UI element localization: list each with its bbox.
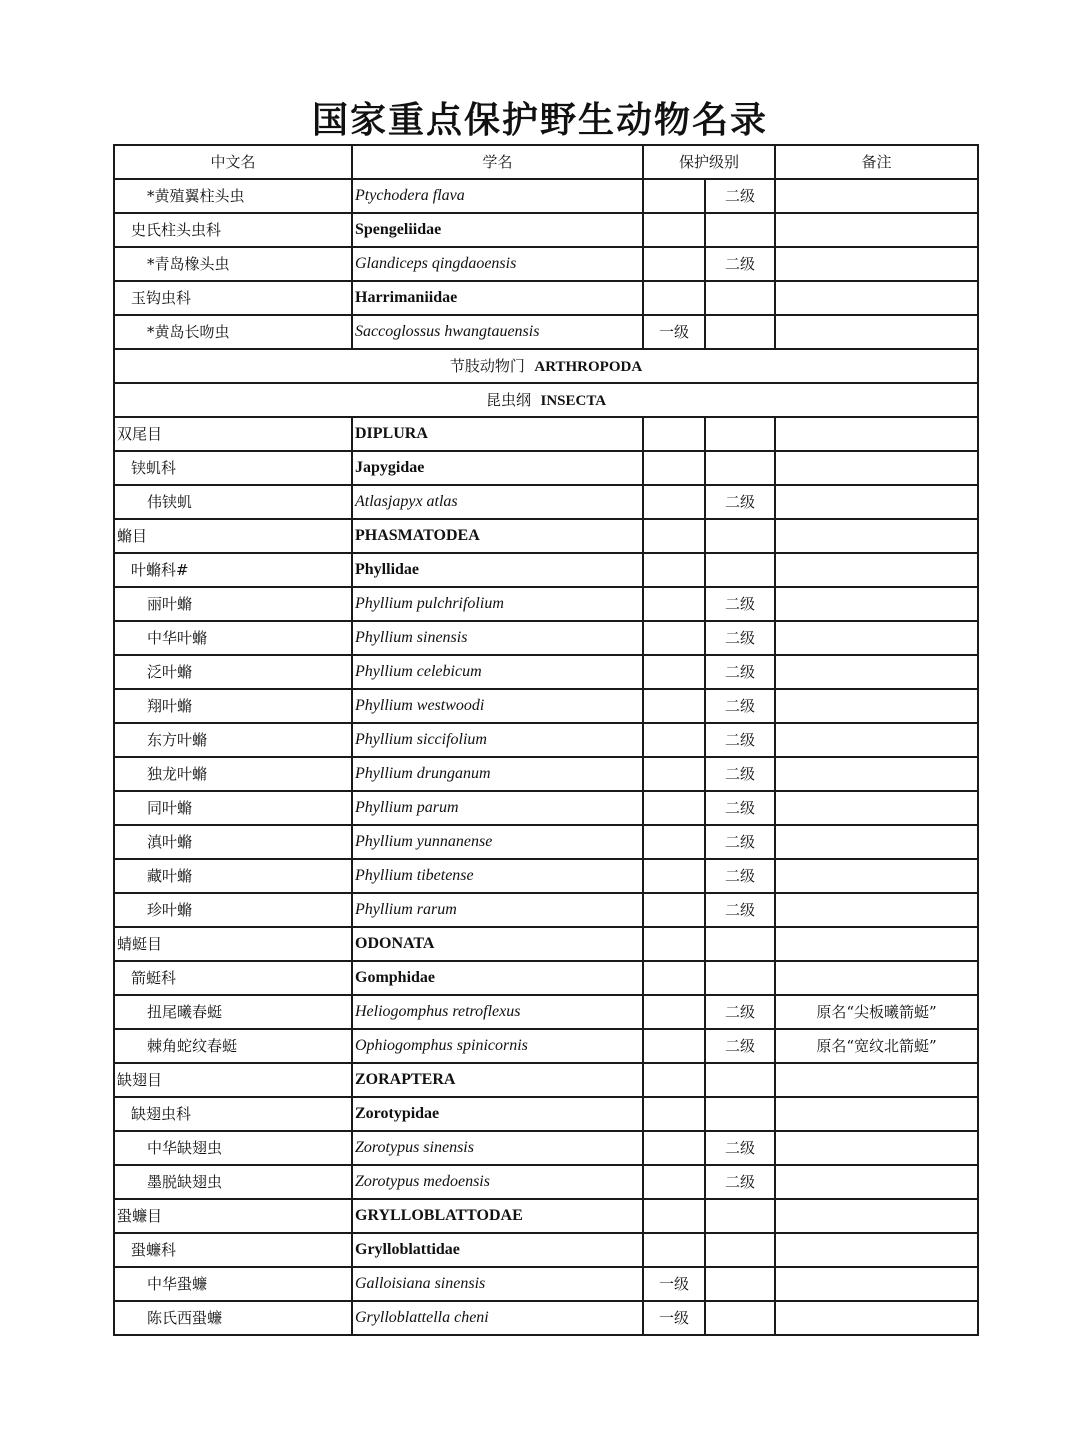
taxon-row bbox=[114, 213, 978, 247]
grade-two-cell bbox=[705, 961, 775, 995]
grade-one-cell bbox=[643, 281, 705, 315]
grade-one-cell bbox=[643, 791, 705, 825]
chinese-name-cell: 伟铗虮 bbox=[114, 485, 352, 519]
scientific-name-cell: DIPLURA bbox=[352, 417, 643, 451]
section-chinese-name: 昆虫纲 bbox=[485, 390, 531, 409]
species-row bbox=[114, 893, 978, 927]
chinese-name-cell: 叶䗛科# bbox=[114, 553, 352, 587]
grade-two-cell bbox=[705, 927, 775, 961]
scientific-name-cell: Grylloblattella cheni bbox=[352, 1301, 643, 1335]
grade-one-cell bbox=[643, 417, 705, 451]
scientific-name-cell: Glandiceps qingdaoensis bbox=[352, 247, 643, 281]
grade-one-cell bbox=[643, 553, 705, 587]
grade-one-cell bbox=[643, 587, 705, 621]
species-row bbox=[114, 485, 978, 519]
scientific-name-cell: Zorotypus medoensis bbox=[352, 1165, 643, 1199]
header-remarks: 备注 bbox=[775, 145, 978, 179]
scientific-name-cell: Phyllium yunnanense bbox=[352, 825, 643, 859]
grade-two-cell bbox=[705, 1301, 775, 1335]
remarks-cell bbox=[775, 1233, 978, 1267]
remarks-cell bbox=[775, 1199, 978, 1233]
grade-one-cell bbox=[643, 1199, 705, 1233]
remarks-cell bbox=[775, 1063, 978, 1097]
species-row bbox=[114, 315, 978, 349]
grade-one-cell bbox=[643, 723, 705, 757]
chinese-name-cell: *青岛橡头虫 bbox=[114, 247, 352, 281]
species-row bbox=[114, 825, 978, 859]
grade-two-cell bbox=[705, 417, 775, 451]
remarks-cell bbox=[775, 213, 978, 247]
grade-one-cell bbox=[643, 961, 705, 995]
remarks-cell bbox=[775, 451, 978, 485]
grade-one-cell bbox=[643, 655, 705, 689]
chinese-name-cell: 双尾目 bbox=[114, 417, 352, 451]
grade-two-cell: 二级 bbox=[705, 859, 775, 893]
grade-one-cell bbox=[643, 825, 705, 859]
chinese-name-cell: 蛩蠊目 bbox=[114, 1199, 352, 1233]
taxon-row bbox=[114, 1199, 978, 1233]
grade-one-cell bbox=[643, 859, 705, 893]
remarks-cell bbox=[775, 179, 978, 213]
taxon-row bbox=[114, 961, 978, 995]
chinese-name-cell: *黄岛长吻虫 bbox=[114, 315, 352, 349]
taxon-row bbox=[114, 927, 978, 961]
grade-one-cell bbox=[643, 519, 705, 553]
grade-one-cell bbox=[643, 1063, 705, 1097]
table-body bbox=[114, 179, 978, 1335]
remarks-cell bbox=[775, 587, 978, 621]
section-heading bbox=[114, 383, 978, 417]
page-title: 国家重点保护野生动物名录 bbox=[311, 99, 768, 141]
chinese-name-cell: 中华缺翅虫 bbox=[114, 1131, 352, 1165]
table-header-row bbox=[114, 145, 978, 179]
header-scientific-name: 学名 bbox=[352, 145, 643, 179]
chinese-name-cell: 陈氏西蛩蠊 bbox=[114, 1301, 352, 1335]
scientific-name-cell: Zorotypus sinensis bbox=[352, 1131, 643, 1165]
chinese-name-cell: 蛩蠊科 bbox=[114, 1233, 352, 1267]
remarks-cell bbox=[775, 859, 978, 893]
remarks-cell bbox=[775, 893, 978, 927]
remarks-cell bbox=[775, 825, 978, 859]
chinese-name-cell: 中华蛩蠊 bbox=[114, 1267, 352, 1301]
grade-one-cell bbox=[643, 485, 705, 519]
chinese-name-cell: 史氏柱头虫科 bbox=[114, 213, 352, 247]
remarks-cell bbox=[775, 1131, 978, 1165]
grade-two-cell: 二级 bbox=[705, 485, 775, 519]
grade-two-cell bbox=[705, 553, 775, 587]
species-row bbox=[114, 1165, 978, 1199]
grade-two-cell bbox=[705, 451, 775, 485]
chinese-name-cell: 独龙叶䗛 bbox=[114, 757, 352, 791]
scientific-name-cell: Phyllium parum bbox=[352, 791, 643, 825]
remarks-cell bbox=[775, 315, 978, 349]
grade-two-cell: 二级 bbox=[705, 1165, 775, 1199]
scientific-name-cell: Grylloblattidae bbox=[352, 1233, 643, 1267]
grade-one-cell bbox=[643, 1097, 705, 1131]
species-row bbox=[114, 995, 978, 1029]
grade-two-cell bbox=[705, 281, 775, 315]
header-chinese-name: 中文名 bbox=[114, 145, 352, 179]
remarks-cell bbox=[775, 417, 978, 451]
species-row bbox=[114, 655, 978, 689]
grade-two-cell: 二级 bbox=[705, 825, 775, 859]
chinese-name-cell: 中华叶䗛 bbox=[114, 621, 352, 655]
scientific-name-cell: ODONATA bbox=[352, 927, 643, 961]
remarks-cell: 原名“宽纹北箭蜓” bbox=[775, 1029, 978, 1063]
scientific-name-cell: Heliogomphus retroflexus bbox=[352, 995, 643, 1029]
grade-two-cell: 二级 bbox=[705, 179, 775, 213]
grade-one-cell: 一级 bbox=[643, 1267, 705, 1301]
remarks-cell bbox=[775, 927, 978, 961]
scientific-name-cell: Spengeliidae bbox=[352, 213, 643, 247]
chinese-name-cell: 珍叶䗛 bbox=[114, 893, 352, 927]
section-row bbox=[114, 383, 978, 417]
chinese-name-cell: 䗛目 bbox=[114, 519, 352, 553]
grade-two-cell bbox=[705, 1199, 775, 1233]
remarks-cell bbox=[775, 553, 978, 587]
species-row bbox=[114, 859, 978, 893]
grade-two-cell: 二级 bbox=[705, 587, 775, 621]
grade-two-cell: 二级 bbox=[705, 723, 775, 757]
species-row bbox=[114, 179, 978, 213]
species-row bbox=[114, 1301, 978, 1335]
scientific-name-cell: Phyllium celebicum bbox=[352, 655, 643, 689]
grade-one-cell bbox=[643, 1131, 705, 1165]
chinese-name-cell: 东方叶䗛 bbox=[114, 723, 352, 757]
chinese-name-cell: 藏叶䗛 bbox=[114, 859, 352, 893]
grade-one-cell bbox=[643, 893, 705, 927]
taxon-row bbox=[114, 1063, 978, 1097]
grade-one-cell bbox=[643, 1029, 705, 1063]
grade-one-cell: 一级 bbox=[643, 315, 705, 349]
chinese-name-cell: 滇叶䗛 bbox=[114, 825, 352, 859]
grade-two-cell: 二级 bbox=[705, 995, 775, 1029]
scientific-name-cell: Harrimaniidae bbox=[352, 281, 643, 315]
scientific-name-cell: Phyllidae bbox=[352, 553, 643, 587]
species-row bbox=[114, 791, 978, 825]
chinese-name-cell: 缺翅虫科 bbox=[114, 1097, 352, 1131]
grade-two-cell: 二级 bbox=[705, 893, 775, 927]
remarks-cell bbox=[775, 281, 978, 315]
chinese-name-cell: 玉钩虫科 bbox=[114, 281, 352, 315]
species-row bbox=[114, 621, 978, 655]
chinese-name-cell: 墨脱缺翅虫 bbox=[114, 1165, 352, 1199]
grade-one-cell bbox=[643, 179, 705, 213]
scientific-name-cell: GRYLLOBLATTODAE bbox=[352, 1199, 643, 1233]
remarks-cell bbox=[775, 1165, 978, 1199]
chinese-name-cell: 翔叶䗛 bbox=[114, 689, 352, 723]
remarks-cell bbox=[775, 689, 978, 723]
remarks-cell bbox=[775, 961, 978, 995]
species-table bbox=[113, 144, 979, 1336]
grade-two-cell: 二级 bbox=[705, 689, 775, 723]
remarks-cell: 原名“尖板曦箭蜓” bbox=[775, 995, 978, 1029]
species-row bbox=[114, 247, 978, 281]
grade-one-cell bbox=[643, 995, 705, 1029]
chinese-name-cell: 扭尾曦春蜓 bbox=[114, 995, 352, 1029]
grade-two-cell bbox=[705, 213, 775, 247]
taxon-row bbox=[114, 281, 978, 315]
grade-two-cell bbox=[705, 519, 775, 553]
grade-one-cell: 一级 bbox=[643, 1301, 705, 1335]
scientific-name-cell: Atlasjapyx atlas bbox=[352, 485, 643, 519]
grade-one-cell bbox=[643, 757, 705, 791]
scientific-name-cell: Gomphidae bbox=[352, 961, 643, 995]
remarks-cell bbox=[775, 791, 978, 825]
scientific-name-cell: ZORAPTERA bbox=[352, 1063, 643, 1097]
scientific-name-cell: Phyllium westwoodi bbox=[352, 689, 643, 723]
chinese-name-cell: 蜻蜓目 bbox=[114, 927, 352, 961]
grade-two-cell: 二级 bbox=[705, 1131, 775, 1165]
scientific-name-cell: Phyllium siccifolium bbox=[352, 723, 643, 757]
grade-one-cell bbox=[643, 247, 705, 281]
grade-two-cell: 二级 bbox=[705, 621, 775, 655]
grade-one-cell bbox=[643, 689, 705, 723]
grade-one-cell bbox=[643, 1233, 705, 1267]
scientific-name-cell: Phyllium rarum bbox=[352, 893, 643, 927]
chinese-name-cell: 泛叶䗛 bbox=[114, 655, 352, 689]
scientific-name-cell: Ophiogomphus spinicornis bbox=[352, 1029, 643, 1063]
section-heading bbox=[114, 349, 978, 383]
species-row bbox=[114, 757, 978, 791]
taxon-row bbox=[114, 451, 978, 485]
chinese-name-cell: 棘角蛇纹春蜓 bbox=[114, 1029, 352, 1063]
scientific-name-cell: PHASMATODEA bbox=[352, 519, 643, 553]
scientific-name-cell: Zorotypidae bbox=[352, 1097, 643, 1131]
grade-two-cell bbox=[705, 1267, 775, 1301]
grade-one-cell bbox=[643, 451, 705, 485]
species-row bbox=[114, 689, 978, 723]
chinese-name-cell: 箭蜓科 bbox=[114, 961, 352, 995]
species-row bbox=[114, 1267, 978, 1301]
chinese-name-cell: 同叶䗛 bbox=[114, 791, 352, 825]
grade-two-cell bbox=[705, 1097, 775, 1131]
species-row bbox=[114, 587, 978, 621]
grade-one-cell bbox=[643, 927, 705, 961]
grade-two-cell: 二级 bbox=[705, 655, 775, 689]
scientific-name-cell: Ptychodera flava bbox=[352, 179, 643, 213]
remarks-cell bbox=[775, 485, 978, 519]
scientific-name-cell: Galloisiana sinensis bbox=[352, 1267, 643, 1301]
section-row bbox=[114, 349, 978, 383]
chinese-name-cell: 丽叶䗛 bbox=[114, 587, 352, 621]
chinese-name-cell: *黄殖翼柱头虫 bbox=[114, 179, 352, 213]
scientific-name-cell: Phyllium pulchrifolium bbox=[352, 587, 643, 621]
scientific-name-cell: Japygidae bbox=[352, 451, 643, 485]
remarks-cell bbox=[775, 1267, 978, 1301]
grade-two-cell: 二级 bbox=[705, 247, 775, 281]
section-chinese-name: 节肢动物门 bbox=[449, 356, 525, 375]
species-row bbox=[114, 723, 978, 757]
section-latin-name: INSECTA bbox=[540, 392, 607, 409]
taxon-row bbox=[114, 519, 978, 553]
grade-one-cell bbox=[643, 213, 705, 247]
scientific-name-cell: Phyllium sinensis bbox=[352, 621, 643, 655]
scientific-name-cell: Phyllium drunganum bbox=[352, 757, 643, 791]
grade-one-cell bbox=[643, 1165, 705, 1199]
chinese-name-cell: 缺翅目 bbox=[114, 1063, 352, 1097]
taxon-row bbox=[114, 417, 978, 451]
remarks-cell bbox=[775, 1301, 978, 1335]
remarks-cell bbox=[775, 247, 978, 281]
remarks-cell bbox=[775, 519, 978, 553]
header-protection-level: 保护级别 bbox=[643, 145, 775, 179]
scientific-name-cell: Saccoglossus hwangtauensis bbox=[352, 315, 643, 349]
section-latin-name: ARTHROPODA bbox=[534, 358, 643, 375]
remarks-cell bbox=[775, 757, 978, 791]
grade-two-cell bbox=[705, 315, 775, 349]
grade-one-cell bbox=[643, 621, 705, 655]
remarks-cell bbox=[775, 1097, 978, 1131]
grade-two-cell: 二级 bbox=[705, 791, 775, 825]
grade-two-cell bbox=[705, 1063, 775, 1097]
scientific-name-cell: Phyllium tibetense bbox=[352, 859, 643, 893]
remarks-cell bbox=[775, 723, 978, 757]
taxon-row bbox=[114, 553, 978, 587]
grade-two-cell bbox=[705, 1233, 775, 1267]
remarks-cell bbox=[775, 621, 978, 655]
remarks-cell bbox=[775, 655, 978, 689]
taxon-row bbox=[114, 1233, 978, 1267]
species-row bbox=[114, 1029, 978, 1063]
grade-two-cell: 二级 bbox=[705, 1029, 775, 1063]
taxon-row bbox=[114, 1097, 978, 1131]
grade-two-cell: 二级 bbox=[705, 757, 775, 791]
species-row bbox=[114, 1131, 978, 1165]
chinese-name-cell: 铗虮科 bbox=[114, 451, 352, 485]
